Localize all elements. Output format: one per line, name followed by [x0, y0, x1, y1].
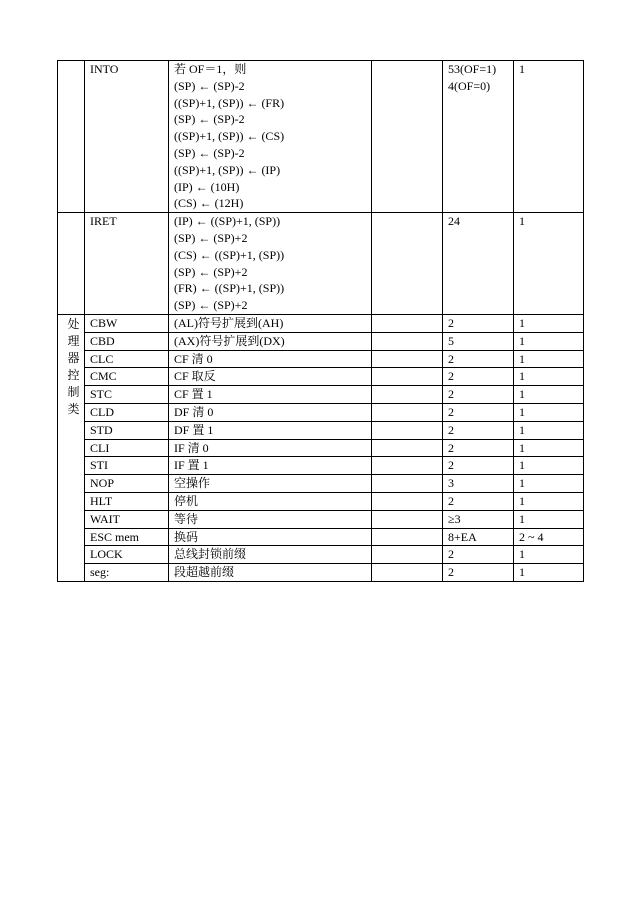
cell-line: 24	[448, 214, 460, 229]
cell-line: 53(OF=1)	[448, 62, 497, 76]
cell-line: (FR) ← ((SP)+1, (SP))	[174, 281, 285, 296]
cell-text: 1	[519, 422, 525, 437]
mnemonic-cell	[85, 368, 169, 386]
table-row	[58, 510, 584, 528]
mnemonic-cell	[85, 386, 169, 404]
bytes-cell	[514, 457, 584, 475]
blank-cell	[372, 457, 443, 475]
table-row	[58, 213, 584, 315]
cell-text: 停机	[174, 493, 199, 508]
operation-cell	[169, 457, 372, 475]
operation-cell	[169, 528, 372, 546]
cell-text: 1	[519, 440, 525, 455]
cell-text: IRET	[90, 214, 117, 229]
mnemonic-cell	[85, 475, 169, 493]
blank-cell	[372, 332, 443, 350]
operation-cell	[169, 386, 372, 404]
operation-cell	[169, 368, 372, 386]
operation-cell	[169, 314, 372, 332]
cell-text: 1	[519, 547, 525, 562]
cell-line: (IP) ← (10H)	[174, 179, 240, 194]
operation-cell	[169, 213, 372, 315]
cycles-cell	[443, 386, 514, 404]
cell-text: HLT	[90, 493, 113, 508]
cell-text: 2	[448, 565, 454, 580]
table-row	[58, 528, 584, 546]
bytes-cell	[514, 213, 584, 315]
cell-text: 2	[448, 547, 454, 562]
cycles-cell	[443, 564, 514, 582]
cell-text: DF 置 1	[174, 422, 214, 437]
cell-text: 2	[448, 369, 454, 384]
bytes-cell	[514, 492, 584, 510]
cell-text: 2	[448, 404, 454, 419]
cell-text: seg:	[90, 565, 110, 580]
mnemonic-cell	[85, 457, 169, 475]
cell-text: IF 置 1	[174, 458, 209, 473]
cycles-cell	[443, 421, 514, 439]
cycles-cell	[443, 510, 514, 528]
cell-line: (SP) ← (SP)+2	[174, 230, 248, 245]
bytes-cell	[514, 421, 584, 439]
cycles-cell	[443, 492, 514, 510]
operation-cell	[169, 439, 372, 457]
cell-line: (CS) ← (12H)	[174, 196, 244, 211]
cell-text: 1	[519, 458, 525, 473]
cell-text: 1	[519, 333, 525, 348]
mnemonic-cell	[85, 403, 169, 421]
cell-text: CF 取反	[174, 369, 216, 384]
cell-line: (SP) ← (SP)-2	[174, 145, 245, 160]
cell-text: 2	[448, 440, 454, 455]
bytes-cell	[514, 332, 584, 350]
cell-text: 段超越前缀	[174, 565, 235, 580]
blank-cell	[372, 386, 443, 404]
mnemonic-cell	[85, 510, 169, 528]
operation-cell	[169, 350, 372, 368]
bytes-cell	[514, 439, 584, 457]
instruction-table-body	[58, 61, 584, 582]
cell-text: 1	[519, 214, 525, 229]
operation-cell	[169, 546, 372, 564]
mnemonic-cell	[85, 421, 169, 439]
blank-cell	[372, 421, 443, 439]
cell-text: 8+EA	[448, 529, 477, 544]
table-row	[58, 403, 584, 421]
cell-text: LOCK	[90, 547, 123, 562]
cell-text: 1	[519, 404, 525, 419]
operation-cell	[169, 492, 372, 510]
bytes-cell	[514, 350, 584, 368]
blank-cell	[372, 368, 443, 386]
cell-text: 1	[519, 565, 525, 580]
bytes-cell	[514, 510, 584, 528]
blank-cell	[372, 61, 443, 213]
cell-text: 2	[448, 493, 454, 508]
blank-cell	[372, 403, 443, 421]
blank-cell	[372, 510, 443, 528]
cell-line: (SP) ← (SP)-2	[174, 78, 245, 93]
operation-cell	[169, 510, 372, 528]
cycles-cell	[443, 368, 514, 386]
cycles-cell	[443, 213, 514, 315]
blank-cell	[372, 213, 443, 315]
blank-cell	[372, 314, 443, 332]
cell-text: 1	[519, 493, 525, 508]
cell-text: (AL)符号扩展到(AH)	[174, 315, 284, 330]
cycles-cell	[443, 350, 514, 368]
cycles-cell	[443, 528, 514, 546]
cell-text: 1	[519, 62, 525, 76]
mnemonic-cell	[85, 564, 169, 582]
table-row	[58, 492, 584, 510]
cell-text: IF 清 0	[174, 440, 209, 455]
category-cell-empty	[58, 213, 85, 315]
cell-line: ((SP)+1, (SP)) ← (IP)	[174, 162, 281, 177]
table-row	[58, 386, 584, 404]
cell-text: CBW	[90, 315, 118, 330]
cell-text: 1	[519, 315, 525, 330]
cell-text: DF 清 0	[174, 404, 214, 419]
cycles-cell	[443, 457, 514, 475]
operation-cell	[169, 564, 372, 582]
cycles-cell	[443, 439, 514, 457]
operation-cell	[169, 403, 372, 421]
table-row	[58, 475, 584, 493]
cell-text: STC	[90, 387, 113, 402]
table-row	[58, 564, 584, 582]
cell-line: (SP) ← (SP)-2	[174, 112, 245, 127]
cell-line: (SP) ← (SP)+2	[174, 264, 248, 279]
blank-cell	[372, 492, 443, 510]
cell-text: 3	[448, 476, 454, 491]
cell-text: NOP	[90, 476, 115, 491]
table-row	[58, 314, 584, 332]
cell-text: ≥3	[448, 511, 461, 526]
table-row	[58, 332, 584, 350]
bytes-cell	[514, 403, 584, 421]
cell-text: CLD	[90, 404, 114, 419]
operation-cell	[169, 475, 372, 493]
cell-text: STD	[90, 422, 113, 437]
cycles-cell	[443, 403, 514, 421]
cell-line: (IP) ← ((SP)+1, (SP))	[174, 214, 281, 229]
table-row	[58, 421, 584, 439]
operation-cell	[169, 421, 372, 439]
category-cell-empty	[58, 61, 85, 213]
cell-text: 总线封锁前缀	[174, 547, 247, 562]
cell-text: CF 清 0	[174, 351, 213, 366]
cell-text: CLC	[90, 351, 114, 366]
instruction-table	[57, 60, 584, 582]
blank-cell	[372, 546, 443, 564]
table-row	[58, 439, 584, 457]
cell-text: 换码	[174, 529, 199, 544]
mnemonic-cell	[85, 314, 169, 332]
mnemonic-cell	[85, 350, 169, 368]
mnemonic-cell	[85, 439, 169, 457]
mnemonic-cell	[85, 61, 169, 213]
cell-text: 空操作	[174, 476, 211, 491]
cycles-cell	[443, 475, 514, 493]
operation-cell	[169, 332, 372, 350]
category-label: 处理器控制类	[67, 316, 80, 416]
cycles-cell	[443, 314, 514, 332]
cell-text: 5	[448, 333, 454, 348]
bytes-cell	[514, 546, 584, 564]
cell-text: 2	[448, 422, 454, 437]
blank-cell	[372, 564, 443, 582]
cell-line: (SP) ← (SP)+2	[174, 298, 248, 313]
cell-text: INTO	[90, 62, 119, 76]
cell-text: CLI	[90, 440, 110, 455]
cell-text: 2	[448, 315, 454, 330]
cell-line: 若 OF＝1，则	[174, 62, 247, 76]
mnemonic-cell	[85, 492, 169, 510]
cell-line: (CS) ← ((SP)+1, (SP))	[174, 247, 285, 262]
cell-text: ESC mem	[90, 529, 140, 544]
mnemonic-cell	[85, 528, 169, 546]
cycles-cell	[443, 546, 514, 564]
bytes-cell	[514, 368, 584, 386]
mnemonic-cell	[85, 546, 169, 564]
cell-text: 1	[519, 369, 525, 384]
bytes-cell	[514, 528, 584, 546]
cell-text: CF 置 1	[174, 387, 213, 402]
cell-text: 2	[448, 458, 454, 473]
blank-cell	[372, 350, 443, 368]
cell-text: 2 ~ 4	[519, 529, 544, 544]
cell-text: 1	[519, 476, 525, 491]
bytes-cell	[514, 314, 584, 332]
blank-cell	[372, 475, 443, 493]
cell-text: 1	[519, 387, 525, 402]
cell-text: 2	[448, 387, 454, 402]
mnemonic-cell	[85, 332, 169, 350]
table-row	[58, 61, 584, 213]
bytes-cell	[514, 386, 584, 404]
cell-text: 1	[519, 511, 525, 526]
cell-line: ((SP)+1, (SP)) ← (FR)	[174, 95, 285, 110]
cell-line: 4(OF=0)	[448, 78, 491, 93]
cycles-cell	[443, 61, 514, 213]
cycles-cell	[443, 332, 514, 350]
cell-line: ((SP)+1, (SP)) ← (CS)	[174, 129, 285, 144]
table-row	[58, 368, 584, 386]
blank-cell	[372, 439, 443, 457]
category-cell	[58, 314, 85, 581]
bytes-cell	[514, 564, 584, 582]
cell-text: CMC	[90, 369, 117, 384]
cell-text: 2	[448, 351, 454, 366]
table-row	[58, 546, 584, 564]
table-row	[58, 457, 584, 475]
mnemonic-cell	[85, 213, 169, 315]
cell-text: WAIT	[90, 511, 120, 526]
table-row	[58, 350, 584, 368]
cell-text: 1	[519, 351, 525, 366]
blank-cell	[372, 528, 443, 546]
bytes-cell	[514, 475, 584, 493]
operation-cell	[169, 61, 372, 213]
bytes-cell	[514, 61, 584, 213]
cell-text: STI	[90, 458, 108, 473]
cell-text: 等待	[174, 511, 199, 526]
cell-text: (AX)符号扩展到(DX)	[174, 333, 285, 348]
cell-text: CBD	[90, 333, 115, 348]
